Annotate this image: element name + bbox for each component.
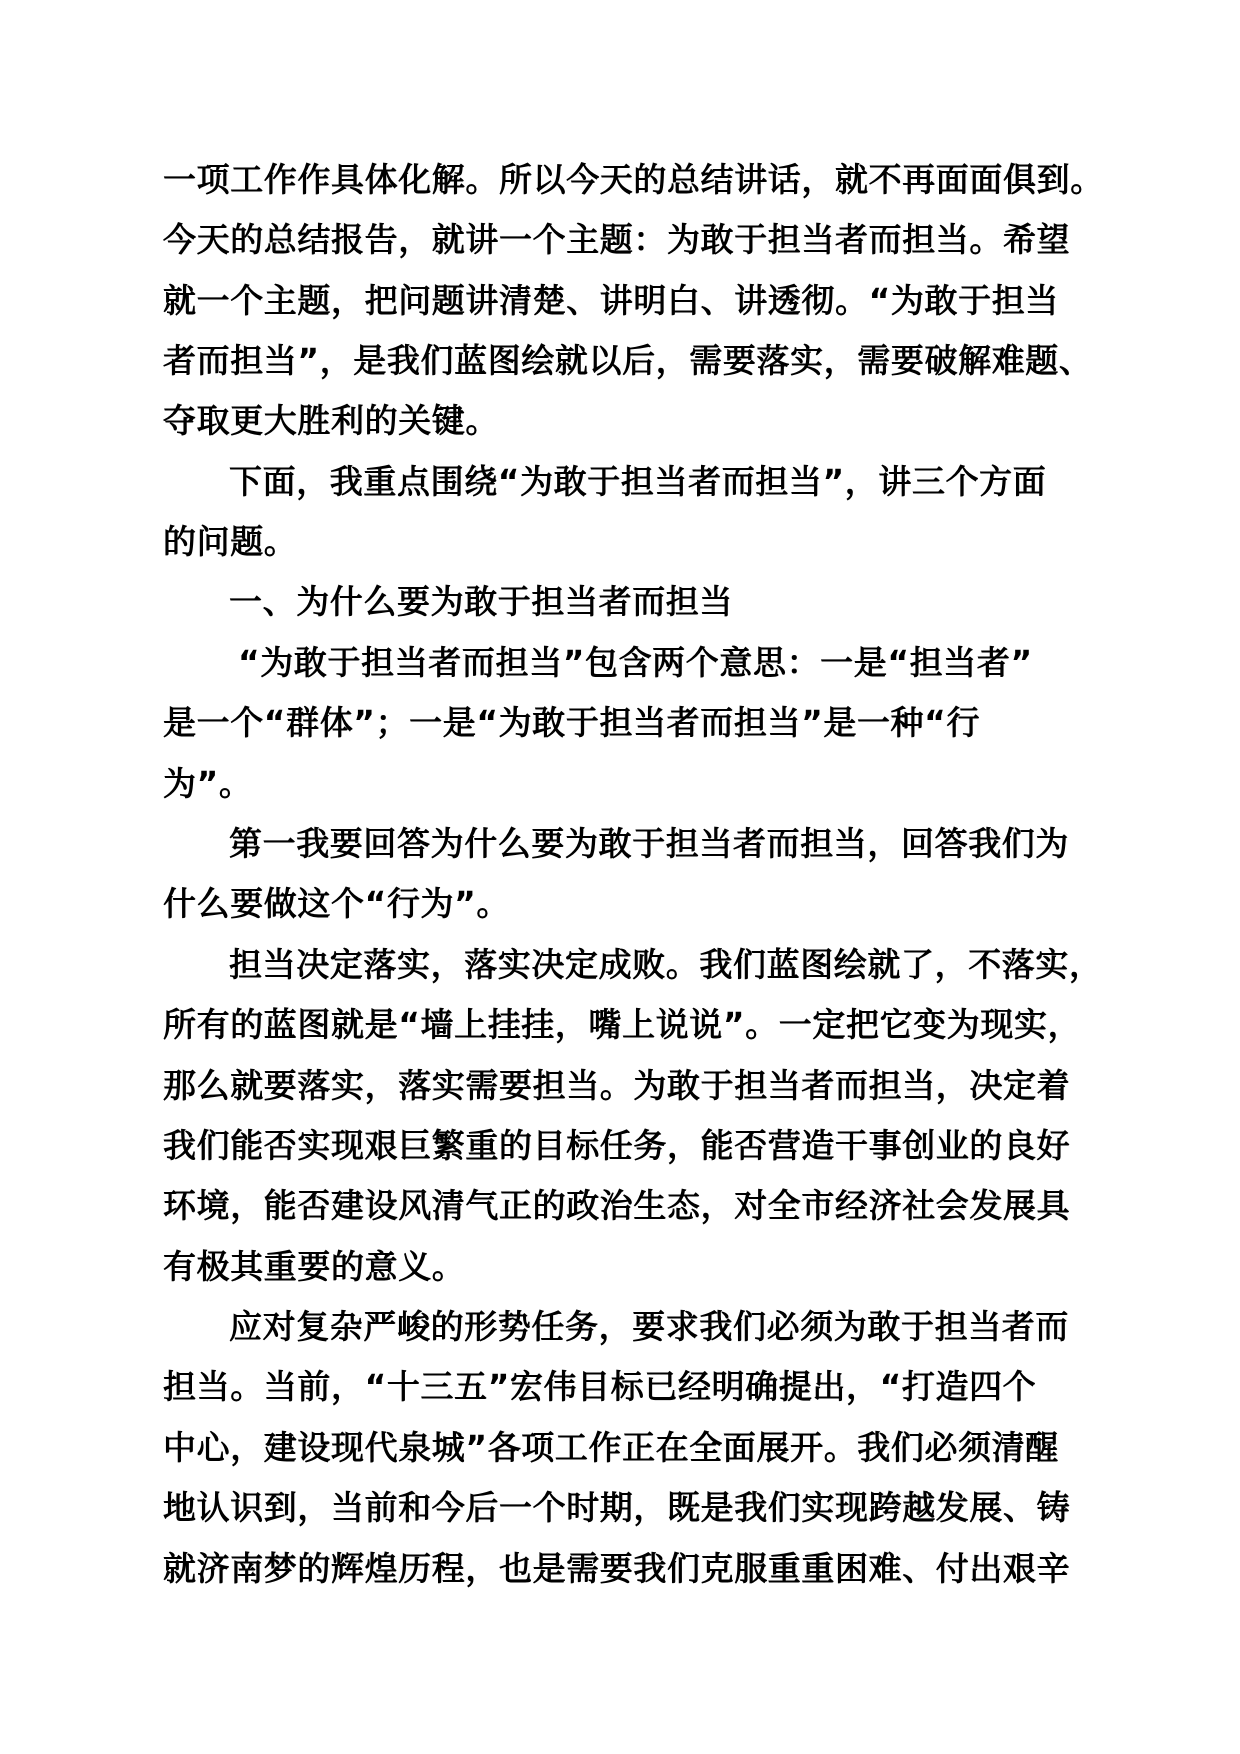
text-line: 那么就要落实，落实需要担当。为敢于担当者而担当，决定着	[163, 1066, 1071, 1105]
text-line: 的问题。	[163, 522, 298, 561]
text-line: 中心，建设现代泉城”各项工作正在全面展开。我们必须清醒	[163, 1428, 1059, 1467]
text-line: 就济南梦的辉煌历程，也是需要我们克服重重困难、付出艰辛	[163, 1549, 1071, 1588]
text-line: 担当。当前，“十三五”宏伟目标已经明确提出，“打造四个	[163, 1367, 1037, 1406]
paragraph-first-line: 担当决定落实，落实决定成败。我们蓝图绘就了，不落实，	[229, 945, 1103, 984]
text-line: 环境，能否建设风清气正的政治生态，对全市经济社会发展具	[163, 1186, 1071, 1225]
paragraph-first-line: 下面，我重点围绕“为敢于担当者而担当”，讲三个方面	[229, 462, 1047, 501]
text-line: 今天的总结报告，就讲一个主题：为敢于担当者而担当。希望	[163, 220, 1071, 259]
text-line: 夺取更大胜利的关键。	[163, 401, 499, 440]
text-line: 什么要做这个“行为”。	[163, 884, 510, 923]
text-line: 者而担当”，是我们蓝图绘就以后，需要落实，需要破解难题、	[163, 341, 1093, 380]
paragraph-first-line: 第一我要回答为什么要为敢于担当者而担当，回答我们为	[229, 824, 1069, 863]
paragraph-first-line: 应对复杂严峻的形势任务，要求我们必须为敢于担当者而	[229, 1307, 1069, 1346]
text-line: 一项工作作具体化解。所以今天的总结讲话，就不再面面俱到。	[163, 160, 1104, 199]
text-line: 所有的蓝图就是“墙上挂挂，嘴上说说”。一定把它变为现实，	[163, 1005, 1082, 1044]
text-line: 是一个“群体”；一是“为敢于担当者而担当”是一种“行	[163, 703, 981, 742]
text-line: 就一个主题，把问题讲清楚、讲明白、讲透彻。“为敢于担当	[163, 281, 1059, 320]
text-line: 有极其重要的意义。	[163, 1247, 466, 1286]
text-line: 为”。	[163, 764, 253, 803]
text-line: 我们能否实现艰巨繁重的目标任务，能否营造干事创业的良好	[163, 1126, 1071, 1165]
paragraph-first-line: “为敢于担当者而担当”包含两个意思：一是“担当者”	[238, 643, 1033, 682]
text-line: 地认识到，当前和今后一个时期，既是我们实现跨越发展、铸	[163, 1488, 1071, 1527]
section-heading: 一、为什么要为敢于担当者而担当	[229, 582, 733, 621]
